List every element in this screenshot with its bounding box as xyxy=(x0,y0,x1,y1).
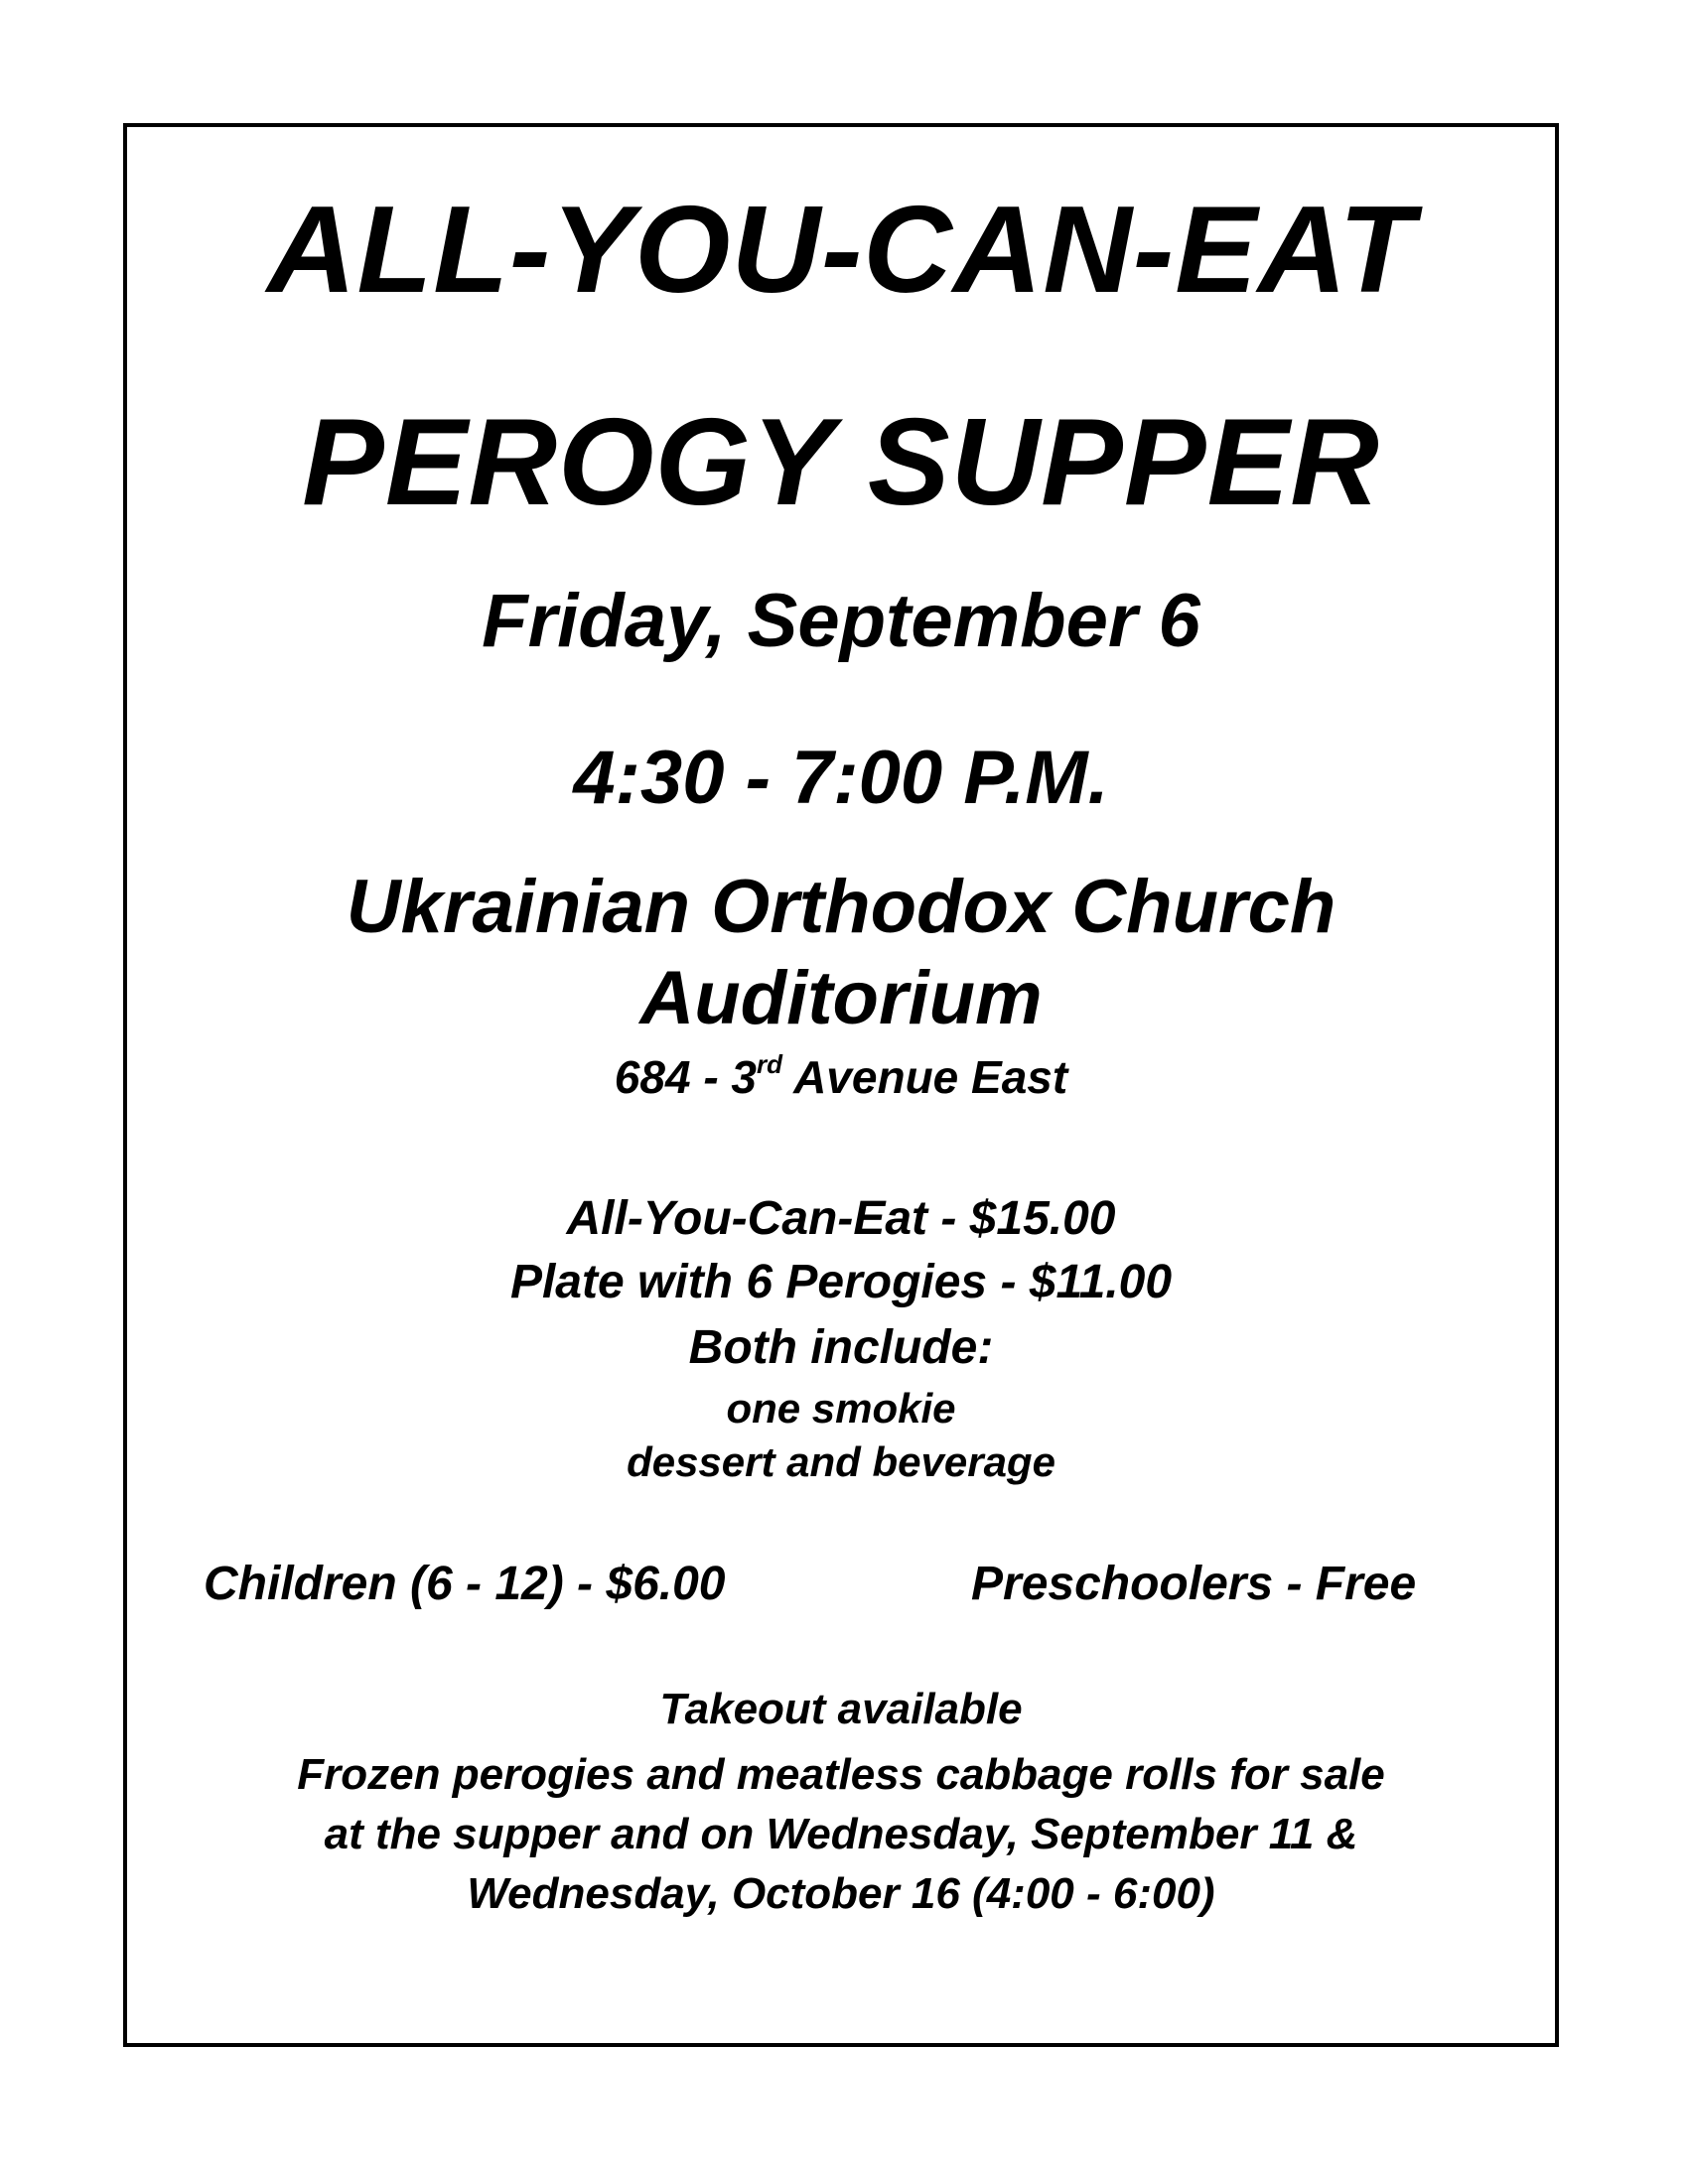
price-preschoolers: Preschoolers - Free xyxy=(971,1558,1417,1610)
address-ordinal-suffix: rd xyxy=(757,1049,783,1079)
event-time: 4:30 - 7:00 P.M. xyxy=(573,736,1109,820)
address-number: 684 - 3 xyxy=(614,1051,758,1103)
title-line-1: ALL-YOU-CAN-EAT xyxy=(266,182,1416,319)
title-line-2: PEROGY SUPPER xyxy=(302,394,1380,531)
event-date: Friday, September 6 xyxy=(482,579,1200,663)
include-item: one smokie xyxy=(726,1385,956,1432)
price-plate: Plate with 6 Perogies - $11.00 xyxy=(509,1256,1173,1308)
address-street: Avenue East xyxy=(782,1051,1068,1103)
include-item: dessert and beverage xyxy=(627,1438,1055,1485)
venue-room: Auditorium xyxy=(639,956,1043,1040)
sale-line: Frozen perogies and meatless cabbage rolls for sale xyxy=(297,1750,1385,1799)
both-include-heading: Both include: xyxy=(688,1321,994,1374)
venue-address xyxy=(123,1049,1559,1103)
takeout-note: Takeout available xyxy=(659,1685,1023,1733)
sale-line: at the supper and on Wednesday, September 11 & xyxy=(324,1810,1358,1858)
price-children: Children (6 - 12) - $6.00 xyxy=(204,1558,726,1610)
price-all-you-can-eat: All-You-Can-Eat - $15.00 xyxy=(566,1192,1116,1245)
sale-line: Wednesday, October 16 (4:00 - 6:00) xyxy=(467,1869,1215,1918)
venue-name: Ukrainian Orthodox Church xyxy=(346,865,1336,949)
